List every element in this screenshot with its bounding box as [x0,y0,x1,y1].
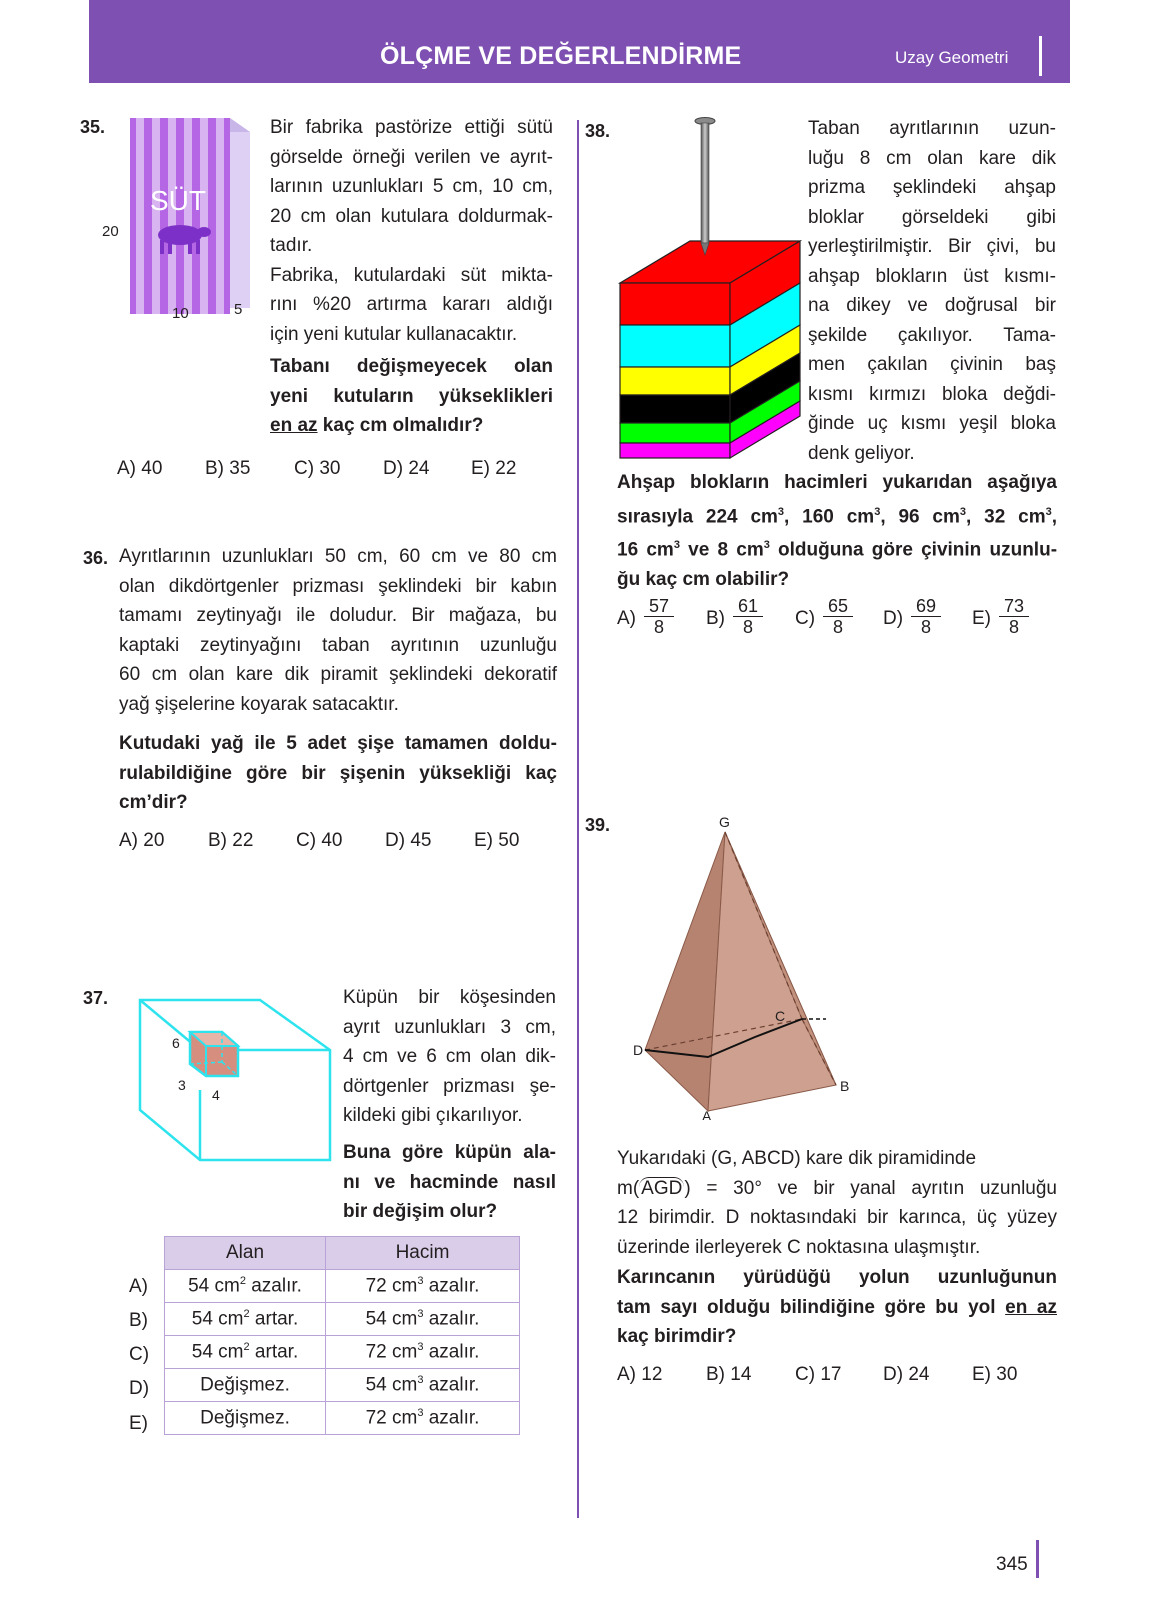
q35-question-end: kaç cm olmalıdır? [317,415,484,436]
q36-question-line: cm’dir? [119,792,188,813]
q37-line: Küpün bir köşesinden [343,987,556,1008]
q38-question-line: ğu kaç cm olabilir? [617,569,790,591]
choice-a[interactable]: A) 12 [617,1364,663,1385]
q35-line: için yeni kutular kullanacaktır. [270,323,518,345]
milk-carton-figure [100,110,270,330]
q38-line: men çakılan çivinin baş [808,354,1056,375]
q37-line: 4 cm ve 6 cm olan dik- [343,1046,556,1067]
choice-label: D) [883,608,904,629]
choice-fraction: $\frac{57}{8}$ [644,596,674,637]
q36-number: 36. [83,548,109,568]
q37-question-line: bir değişim olur? [343,1201,498,1222]
carton-width-label: 10 [172,305,189,322]
vertex-d: D [633,1042,644,1058]
choice-b[interactable]: B) 14 [706,1364,752,1385]
table-row[interactable] [165,1369,520,1402]
q37-options-table [164,1236,520,1435]
cell-hacim: 72 $cm^3$ azalır. [326,1402,520,1435]
choice-a[interactable]: A) 40 [117,458,163,479]
q38-line: na dikey ve doğrusal bir [808,295,1056,316]
table-row[interactable] [165,1270,520,1303]
choice-label: E) [972,608,991,629]
q38-line: luğu 8 cm olan kare dik [808,147,1056,169]
choice-b[interactable]: B) 35 [205,458,251,479]
q37-question-line: nı ve hacminde nasıl [343,1171,556,1193]
q38-question [617,468,1057,595]
header-separator [1039,36,1042,76]
q38-question-line: 16 $cm^3$ ve 8 $cm^3$ olduğuna göre çivinin uzunlu- [617,539,1058,561]
choice-label: C) [795,608,816,629]
q39-line: Yukarıdaki (G, ABCD) kare dik piramidinde [617,1148,977,1169]
q35-question [270,352,553,441]
choice-fraction: $\frac{69}{8}$ [911,596,941,637]
carton-depth-label: 5 [234,301,243,318]
vertex-c: C [775,1008,786,1024]
stacked-blocks-figure [615,115,815,460]
q36-line: kaptaki zeytinyağını taban ayrıtının uzunluğu [119,634,557,656]
q35-number: 35. [80,117,106,137]
cell-hacim: 72 $cm^3$ azalır. [326,1270,520,1303]
q35-question-line: yeni kutuların yükseklikleri [270,385,553,407]
q35-line: Fabrika, kutulardaki süt mikta- [270,264,553,286]
q38-number: 38. [585,121,611,141]
row-label-a[interactable]: A) [129,1276,148,1297]
cube-label-4: 4 [212,1087,220,1103]
q38-line: ahşap blokların üst kısmı- [808,265,1056,287]
header-subtitle: Uzay Geometri [895,48,1009,67]
row-label-d[interactable]: D) [129,1378,150,1399]
table-row[interactable] [165,1303,520,1336]
q39-choices [617,1364,1057,1388]
cell-alan: Değişmez. [165,1369,326,1402]
q36-question-line: Kutudaki yağ ile 5 adet şişe tamamen doldu- [119,733,557,754]
q39-line: üzerinde ilerleyerek C noktasına ulaşmıştır. [617,1236,981,1258]
row-label-b[interactable]: B) [129,1310,148,1331]
q35-line: 20 cm olan kutulara doldurmak- [270,205,553,227]
q38-line: bloklar görseldeki gibi [808,206,1056,228]
choice-d[interactable]: D) 24 [883,1364,930,1385]
choice-c[interactable]: C) 30 [294,458,341,479]
q39-question-line: Karıncanın yürüdüğü yolun uzunluğunun [617,1267,1057,1288]
q38-question-line: Ahşap blokların hacimleri yukarıdan aşağıya [617,472,1057,493]
q37-question-line: Buna göre küpün ala- [343,1142,556,1163]
choice-label: B) [706,608,725,629]
column-divider [577,120,579,1518]
q38-line: yerleştirilmiştir. Bir çivi, bu [808,236,1056,257]
q37-line: dörtgenler prizması şe- [343,1075,556,1097]
q36-question-line: rulabildiğine göre bir şişenin yüksekliği kaç [119,762,557,784]
block-stack [620,241,800,458]
q38-line: prizma şeklindeki ahşap [808,177,1056,198]
cube-figure [130,990,360,1170]
choice-d[interactable]: D) 45 [385,830,432,851]
q38-line: kısmı kırmızı bloka değdi- [808,383,1056,405]
row-label-c[interactable]: C) [129,1344,150,1365]
choice-e[interactable]: E) 22 [471,458,517,479]
vertex-a: A [702,1108,712,1120]
q38-question-line: sırasıyla 224 $cm^3$, 160 $cm^3$, 96 $cm^3$, 32 $cm^3$, [617,505,1057,527]
q35-line: tadır. [270,235,313,256]
choice-fraction: $\frac{65}{8}$ [823,596,853,637]
q39-line: 12 birimdir. D noktasındaki bir karınca, üç yüzey [617,1207,1057,1228]
q39-question-line: kaç birimdir? [617,1326,737,1347]
cell-hacim: 54 $cm^3$ azalır. [326,1303,520,1336]
q37-number: 37. [83,988,109,1008]
vertex-b: B [840,1078,850,1094]
table-header-alan: Alan [165,1237,326,1270]
q38-line: ğinde uç kısmı yeşil bloka [808,413,1056,434]
q39-text [617,1144,1057,1262]
q36-line: Ayrıtlarının uzunlukları 50 cm, 60 cm ve 80 cm [119,546,557,567]
nail-icon [695,118,715,256]
header-title: ÖLÇME VE DEĞERLENDİRME [380,42,742,70]
row-label-e[interactable]: E) [129,1413,148,1434]
arc-notation: AGD [641,1177,683,1199]
q35-choices [117,458,557,482]
choice-e[interactable]: E) 30 [972,1364,1018,1385]
table-header-hacim: Hacim [326,1237,520,1270]
q36-question [119,729,557,818]
q35-line: görselde örneği verilen ve ayrıt- [270,146,553,168]
choice-b[interactable]: B) 22 [208,830,254,851]
q38-line: şekilde çakılıyor. Tama- [808,324,1056,346]
choice-d[interactable]: D) 24 [383,458,430,479]
table-row[interactable] [165,1402,520,1435]
pyramid-figure [630,815,860,1120]
q39-number: 39. [585,815,611,835]
cube-label-3: 3 [178,1077,186,1093]
cell-alan: 54 $cm^2$ azalır. [165,1270,326,1303]
cell-alan: Değişmez. [165,1402,326,1435]
cell-hacim: 72 $cm^3$ azalır. [326,1336,520,1369]
q39-question-line: tam sayı olduğu bilindiğine göre bu yol en az [617,1296,1057,1318]
choice-c[interactable]: C) 17 [795,1364,842,1385]
table-row[interactable] [165,1336,520,1369]
vertex-g: G [719,815,730,830]
q35-underlined: en az [270,415,318,436]
q37-line: ayrıt uzunlukları 3 cm, [343,1016,556,1038]
q37-line: kildeki gibi çıkarılıyor. [343,1105,523,1126]
q35-text [270,113,553,349]
q36-text [119,542,557,719]
q38-text [808,114,1056,468]
q36-line: 60 cm olan kare dik piramit şeklindeki dekoratif [119,664,557,685]
q38-line: denk geliyor. [808,442,915,464]
cell-hacim: 54 $cm^3$ azalır. [326,1369,520,1402]
choice-fraction: $\frac{73}{8}$ [999,596,1029,637]
choice-c[interactable]: C) 40 [296,830,343,851]
q38-line: Taban ayrıtlarının uzun- [808,118,1056,139]
q39-question [617,1263,1057,1352]
q37-question [343,1138,556,1227]
carton-label: SÜT [150,185,206,216]
cube-label-6: 6 [172,1035,180,1051]
choice-e[interactable]: E) 50 [474,830,520,851]
choice-label: A) [617,608,636,629]
q39-line: m( AGD ) = 30° ve bir yanal ayrıtın uzunluğu [617,1177,1057,1199]
q38-choices [617,596,1057,642]
cell-alan: 54 $cm^2$ artar. [165,1303,326,1336]
q36-line: tamamı zeytinyağı ile doludur. Bir mağaza, bu [119,605,557,626]
q37-text [343,983,556,1131]
cell-alan: 54 $cm^2$ artar. [165,1336,326,1369]
page-number-bar [1036,1540,1039,1578]
q36-choices [119,830,559,854]
q35-line: rını %20 artırma kararı aldığı [270,294,553,315]
choice-fraction: $\frac{61}{8}$ [733,596,763,637]
q35-line: larının uzunlukları 5 cm, 10 cm, [270,176,553,197]
page-number: 345 [996,1554,1028,1575]
q35-line: Bir fabrika pastörize ettiği sütü [270,117,553,138]
choice-a[interactable]: A) 20 [119,830,165,851]
q36-line: yağ şişelerine koyarak satacaktır. [119,693,399,715]
q36-line: olan dikdörtgenler prizması şeklindeki bir kabın [119,575,557,597]
q35-question-line: Tabanı değişmeyecek olan [270,356,553,377]
carton-height-label: 20 [102,223,119,240]
